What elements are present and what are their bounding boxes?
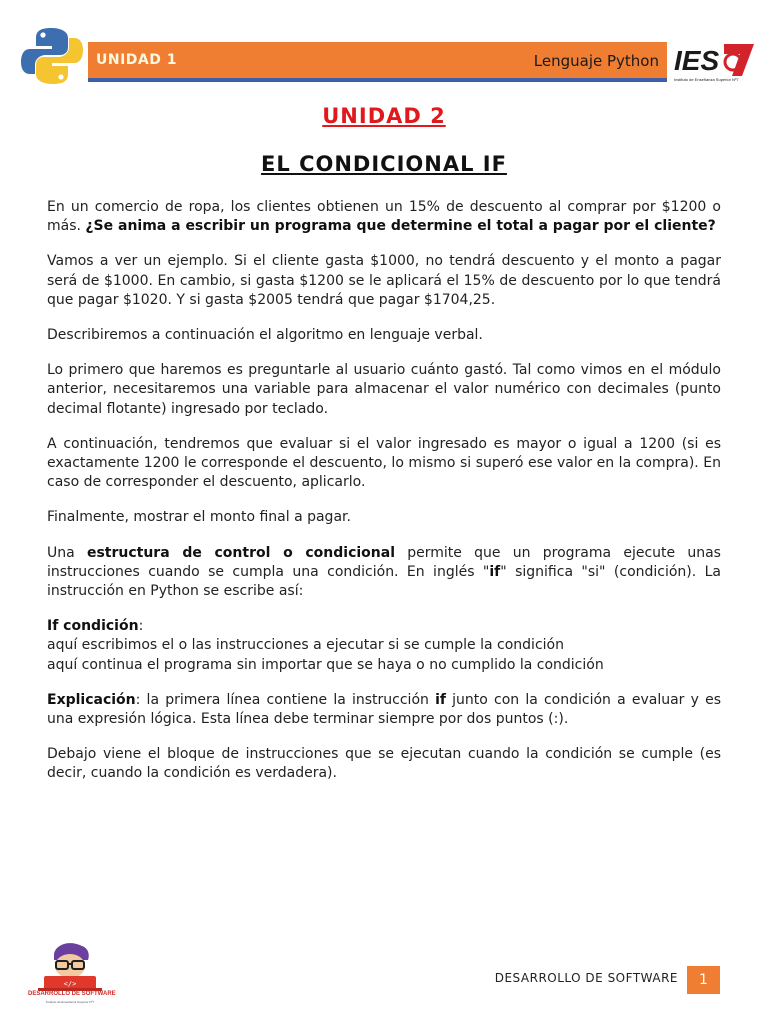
- syntax-head: [47, 617, 721, 636]
- text-span: : la primera línea contiene la instrucción: [135, 691, 436, 708]
- footer-logo-subcaption: Instituto de Enseñanza Superior Nº7: [45, 1000, 95, 1004]
- syntax-colon: :: [138, 618, 144, 635]
- paragraph-explanation: [47, 691, 721, 729]
- bold-keyword-if: if: [435, 691, 446, 708]
- header-unit-label: UNIDAD 1: [96, 52, 177, 68]
- svg-text:</>: </>: [63, 980, 77, 988]
- header-band: [88, 42, 667, 82]
- paragraph-evaluate: A continuación, tendremos que evaluar si el valor ingresado es mayor o igual a 1200 (si es exactamente 1200 le corresponde el descuento, lo mismo si superó ese valor en la compra). En caso de corresponder el descuento, aplicarlo.: [47, 435, 721, 491]
- paragraph-example: Vamos a ver un ejemplo. Si el cliente gasta $1000, no tendrá descuento y el monto a pagar será de $1000. En cambio, si gasta $1200 se le aplicará el 15% de descuento por lo que tendrá que pagar $1020. Y si gasta $2005 tendrá que pagar $1704,25.: [47, 253, 721, 308]
- footer-logo-caption: DESARROLLO DE SOFTWARE: [28, 991, 116, 997]
- python-logo-icon: [20, 26, 84, 86]
- text-span: " significa "si" (condición). La instrucción en Python se escribe así:: [47, 563, 722, 600]
- paragraph-algorithm-intro: Describiremos a continuación el algoritmo en lenguaje verbal.: [47, 327, 483, 344]
- document-title: EL CONDICIONAL IF: [261, 152, 507, 176]
- page-number: 1: [687, 966, 720, 994]
- syntax-block: [47, 617, 721, 675]
- syntax-keyword: If condición: [47, 618, 139, 635]
- footer-label: DESARROLLO DE SOFTWARE: [494, 971, 678, 985]
- syntax-line-1: aquí escribimos el o las instrucciones a ejecutar si se cumple la condición: [47, 637, 564, 654]
- ies-logo-caption: Instituto de Enseñanza Superior Nº7: [674, 77, 739, 82]
- paragraph-intro-text: En un comercio de ropa, los clientes obtienen un 15% de descuento al comprar por $1200 o más.: [47, 199, 721, 235]
- document-body: [47, 198, 721, 800]
- paragraph-block: Debajo viene el bloque de instrucciones que se ejecutan cuando la condición se cumple (es decir, cuando la condición es verdadera).: [47, 746, 721, 782]
- ies-logo-text: IES: [674, 45, 720, 76]
- header-subject: Lenguaje Python: [533, 52, 659, 70]
- text-span: junto con la condición a evaluar y es una expresión lógica. Esta línea debe terminar siempre por dos puntos (:).: [47, 691, 721, 728]
- text-span: Una: [47, 544, 87, 561]
- paragraph-finally: Finalmente, mostrar el monto final a pagar.: [47, 509, 351, 526]
- unit-title: UNIDAD 2: [322, 104, 446, 128]
- text-span: permite que un programa ejecute unas instrucciones cuando se cumpla una condición. En inglés ": [47, 544, 721, 580]
- bold-term: estructura de control o condicional: [86, 544, 395, 561]
- bold-keyword-if: if: [489, 563, 501, 580]
- syntax-line-2: aquí continua el programa sin importar que se haya o no cumplido la condición: [47, 656, 604, 673]
- paragraph-intro: [47, 198, 721, 236]
- paragraph-first-step: Lo primero que haremos es preguntarle al usuario cuánto gastó. Tal como vimos en el módulo anterior, necesitaremos una variable para almacenar el valor numérico con decimales (punto decimal flotante) ingresado por teclado.: [47, 362, 721, 417]
- bold-explanation: Explicación: [47, 691, 136, 708]
- paragraph-structure: [47, 544, 721, 602]
- paragraph-intro-question: ¿Se anima a escribir un programa que determine el total a pagar por el cliente?: [85, 218, 716, 235]
